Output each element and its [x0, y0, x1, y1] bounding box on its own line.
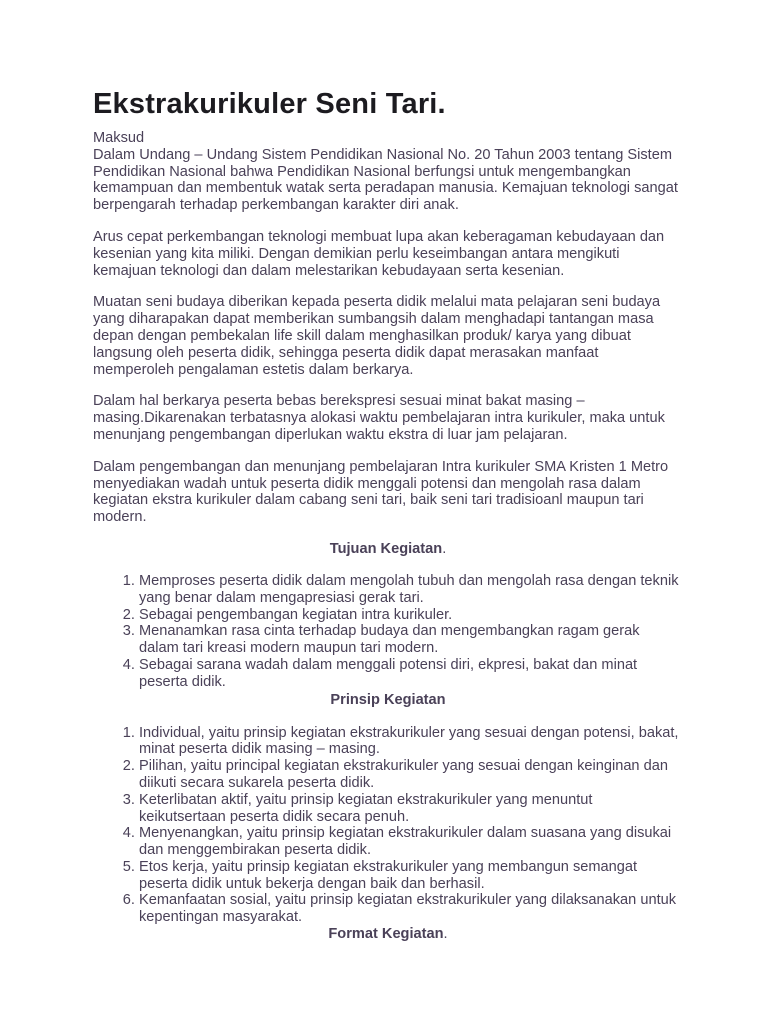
prinsip-item: 3. Keterlibatan aktif, yaitu prinsip kegiatan ekstrakurikuler yang menuntut keikutsertaan peserta didik secara penuh.: [139, 792, 683, 826]
format-heading: [93, 926, 683, 943]
document-title: Ekstrakurikuler Seni Tari.: [93, 88, 446, 120]
tujuan-heading-period: .: [442, 540, 447, 557]
tujuan-item: 3. Menanamkan rasa cinta terhadap budaya dan mengembangkan ragam gerak dalam tari kreasi modern maupun tari modern.: [139, 623, 683, 657]
format-heading-text: Format Kegiatan: [328, 926, 444, 943]
prinsip-item: 6. Kemanfaatan sosial, yaitu prinsip kegiatan ekstrakurikuler yang dilaksanakan untuk kepentingan masyarakat.: [139, 892, 683, 926]
tujuan-heading: [93, 541, 683, 558]
intro-paragraph: Dalam Undang – Undang Sistem Pendidikan Nasional No. 20 Tahun 2003 tentang Sistem Pendidikan Nasional bahwa Pendidikan Nasional berfungsi untuk mengembangkan kemampuan dan membentuk watak serta peradapan manusia. Kemajuan teknologi sangat berpengarah terhadap perkembangan karakter diri anak.: [93, 146, 678, 214]
prinsip-item: 2. Pilihan, yaitu principal kegiatan ekstrakurikuler yang sesuai dengan keinginan dan diikuti secara sukarela peserta didik.: [139, 758, 683, 792]
format-heading-period: .: [443, 926, 448, 943]
prinsip-item: 4. Menyenangkan, yaitu prinsip kegiatan ekstrakurikuler dalam suasana yang disukai dan menggembirakan peserta didik.: [139, 825, 683, 859]
paragraph-pengembangan: Dalam pengembangan dan menunjang pembelajaran Intra kurikuler SMA Kristen 1 Metro menyediakan wadah untuk peserta didik menggali potensi dan mengolah rasa dalam kegiatan ekstra kurikuler dalam cabang seni tari, baik seni tari tradisioanl maupun tari modern.: [93, 458, 669, 526]
prinsip-item: 1. Individual, yaitu prinsip kegiatan ekstrakurikuler yang sesuai dengan potensi, bakat, minat peserta didik masing – masing.: [139, 725, 683, 759]
prinsip-heading: Prinsip Kegiatan: [330, 691, 446, 708]
paragraph-berkarya: Dalam hal berkarya peserta bebas berekspresi sesuai minat bakat masing – masing.Dikarenakan terbatasnya alokasi waktu pembelajaran intra kurikuler, maka untuk menunjang pengembangan diperlukan waktu ekstra di luar jam pelajaran.: [93, 393, 665, 443]
tujuan-heading-text: Tujuan Kegiatan: [329, 540, 443, 557]
intro-label: Maksud: [93, 130, 145, 146]
document-page: [93, 86, 683, 958]
tujuan-list: [93, 573, 683, 691]
tujuan-item: 2. Sebagai pengembangan kegiatan intra kurikuler.: [139, 607, 683, 624]
tujuan-item: 1. Memproses peserta didik dalam mengolah tubuh dan mengolah rasa dengan teknik yang benar dalam mengapresiasi gerak tari.: [139, 573, 683, 607]
paragraph-technology: Arus cepat perkembangan teknologi membuat lupa akan keberagaman kebudayaan dan kesenian yang kita miliki. Dengan demikian perlu keseimbangan antara mengikuti kemajuan teknologi dan dalam melestarikan kebudayaan serta kesenian.: [93, 228, 665, 279]
tujuan-item: 4. Sebagai sarana wadah dalam menggali potensi diri, ekpresi, bakat dan minat peserta didik.: [139, 657, 683, 691]
prinsip-list: [93, 725, 683, 927]
paragraph-seni-budaya: Muatan seni budaya diberikan kepada peserta didik melalui mata pelajaran seni budaya yang diharapakan dapat memberikan sumbangsih dalam menghadapi tantangan masa depan dengan pembekalan life skill dalam menghasilkan produk/ karya yang dibuat langsung oleh peserta didik, sehingga peserta didik dapat merasakan manfaat memperoleh pengalaman estetis dalam berkarya.: [93, 294, 661, 378]
intro-block: [93, 130, 683, 214]
prinsip-item: 5. Etos kerja, yaitu prinsip kegiatan ekstrakurikuler yang membangun semangat peserta didik untuk bekerja dengan baik dan berhasil.: [139, 859, 683, 893]
